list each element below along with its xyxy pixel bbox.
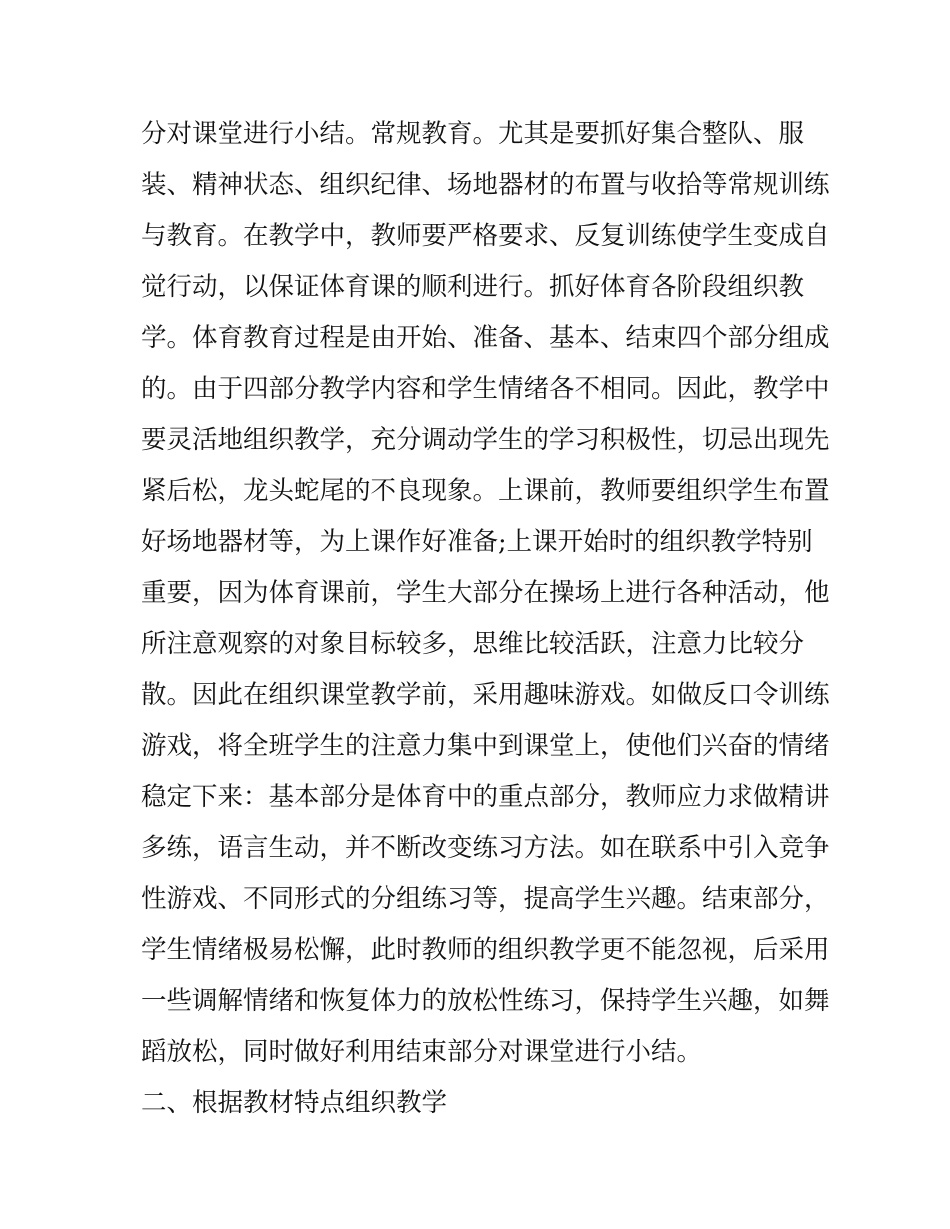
paragraph-line: 学。体育教育过程是由开始、准备、基本、结束四个部分组成 — [141, 323, 830, 353]
paragraph-line: 要灵活地组织教学，充分调动学生的学习积极性，切忌出现先 — [141, 425, 830, 455]
paragraph-line: 性游戏、不同形式的分组练习等，提高学生兴趣。结束部分， — [141, 884, 830, 914]
paragraph-line: 一些调解情绪和恢复体力的放松性练习，保持学生兴趣，如舞 — [141, 986, 830, 1016]
paragraph-line: 分对课堂进行小结。常规教育。尤其是要抓好集合整队、服 — [141, 119, 805, 149]
paragraph-line: 蹈放松，同时做好利用结束部分对课堂进行小结。 — [141, 1037, 703, 1067]
paragraph-line: 所注意观察的对象目标较多，思维比较活跃，注意力比较分 — [141, 629, 805, 659]
paragraph-line: 与教育。在教学中，教师要严格要求、反复训练使学生变成自 — [141, 221, 830, 251]
paragraph-line: 好场地器材等，为上课作好准备;上课开始时的组织教学特别 — [141, 527, 813, 557]
paragraph-line: 重要，因为体育课前，学生大部分在操场上进行各种活动，他 — [141, 578, 830, 608]
body-text — [141, 109, 830, 1129]
paragraph-line: 游戏，将全班学生的注意力集中到课堂上，使他们兴奋的情绪 — [141, 731, 830, 761]
paragraph-line: 觉行动，以保证体育课的顺利进行。抓好体育各阶段组织教 — [141, 272, 805, 302]
paragraph-line: 散。因此在组织课堂教学前，采用趣味游戏。如做反口令训练 — [141, 680, 830, 710]
paragraph-line: 装、精神状态、组织纪律、场地器材的布置与收拾等常规训练 — [141, 170, 830, 200]
paragraph-line: 稳定下来：基本部分是体育中的重点部分，教师应力求做精讲 — [141, 782, 830, 812]
section-heading: 二、根据教材特点组织教学 — [141, 1088, 448, 1118]
paragraph-line: 紧后松，龙头蛇尾的不良现象。上课前，教师要组织学生布置 — [141, 476, 830, 506]
paragraph-line: 的。由于四部分教学内容和学生情绪各不相同。因此，教学中 — [141, 374, 830, 404]
paragraph-line: 学生情绪极易松懈，此时教师的组织教学更不能忽视，后采用 — [141, 935, 830, 965]
paragraph-line: 多练，语言生动，并不断改变练习方法。如在联系中引入竞争 — [141, 833, 830, 863]
